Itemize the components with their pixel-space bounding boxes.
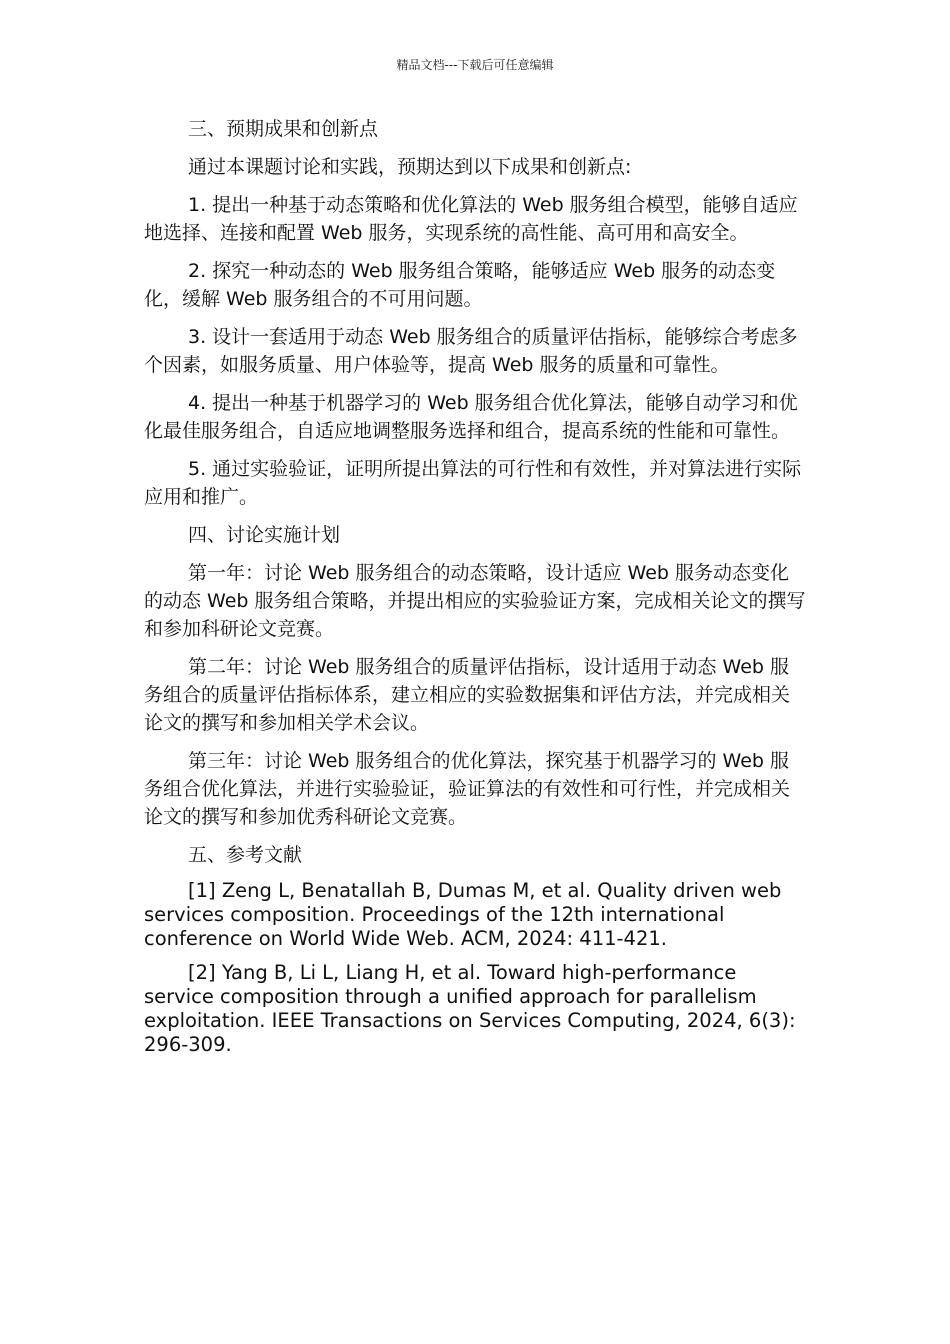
reference-1: [1] Zeng L, Benatallah B, Dumas M, et al. Quality driven web services composition. Proceedings of the 12th international conference on World Wide Web. ACM, 2024: 411-421. — [144, 879, 782, 950]
page-header: 精品文档---下载后可任意编辑 — [396, 58, 554, 72]
result-item-4: 4. 提出一种基于机器学习的 Web 服务组合优化算法，能够自动学习和优化最佳服务组合，自适应地调整服务选择和组合，提高系统的性能和可靠性。 — [144, 392, 798, 442]
document-body — [144, 115, 806, 1067]
section-title-plan: 四、讨论实施计划 — [188, 524, 341, 546]
result-item-2: 2. 探究一种动态的 Web 服务组合策略，能够适应 Web 服务的动态变化，缓解 Web 服务组合的不可用问题。 — [144, 260, 776, 310]
result-item-1: 1. 提出一种基于动态策略和优化算法的 Web 服务组合模型，能够自适应地选择、连接和配置 Web 服务，实现系统的高性能、高可用和高安全。 — [144, 194, 798, 244]
plan-year-1: 第一年：讨论 Web 服务组合的动态策略，设计适应 Web 服务动态变化的动态 Web 服务组合策略，并提出相应的实验验证方案，完成相关论文的撰写和参加科研论文竞赛。 — [144, 562, 806, 640]
plan-year-3: 第三年：讨论 Web 服务组合的优化算法，探究基于机器学习的 Web 服务组合优化算法，并进行实验验证，验证算法的有效性和可行性，并完成相关论文的撰写和参加优秀科研论文竞赛。 — [144, 750, 791, 828]
result-item-3: 3. 设计一套适用于动态 Web 服务组合的质量评估指标，能够综合考虑多个因素，如服务质量、用户体验等，提高 Web 服务的质量和可靠性。 — [144, 326, 798, 376]
plan-year-2: 第二年：讨论 Web 服务组合的质量评估指标，设计适用于动态 Web 服务组合的质量评估指标体系，建立相应的实验数据集和评估方法，并完成相关论文的撰写和参加相关学术会议。 — [144, 656, 791, 734]
result-item-5: 5. 通过实验验证，证明所提出算法的可行性和有效性，并对算法进行实际应用和推广。 — [144, 458, 802, 508]
section-intro: 通过本课题讨论和实践，预期达到以下成果和创新点: — [188, 156, 632, 178]
section-title-references: 五、参考文献 — [188, 844, 303, 866]
reference-2: [2] Yang B, Li L, Liang H, et al. Toward high-performance service composition through a unified approach for parallelism exploitation. IEEE Transactions on Services Computing, 2024, 6(3): 296-309. — [144, 961, 796, 1056]
section-title-expected-results: 三、预期成果和创新点 — [188, 118, 379, 140]
